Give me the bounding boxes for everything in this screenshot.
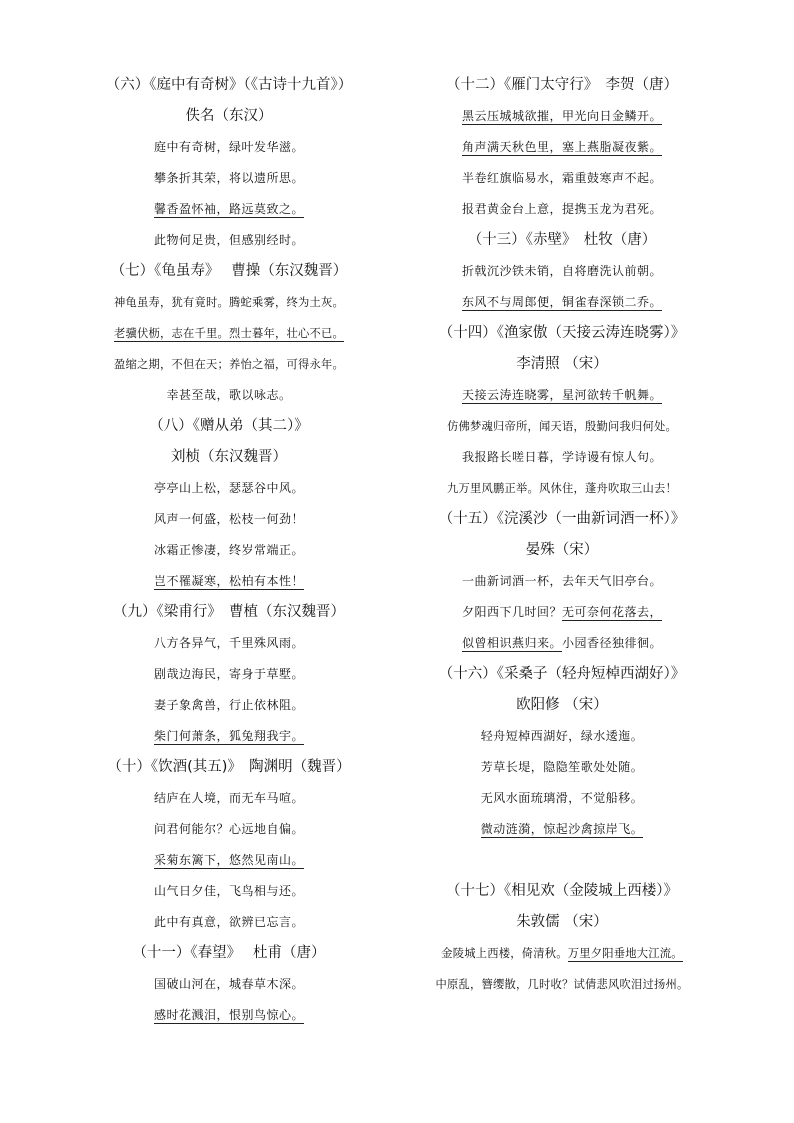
- poem-line: 无风水面琉璃滑，不觉船移。: [480, 791, 644, 805]
- poem-line: 冰霜正惨凄，终岁常端正。: [153, 543, 304, 557]
- poem-line: 结庐在人境，而无车马喧。: [153, 791, 304, 805]
- poem-line: 幸甚至哉，歌以咏志。: [166, 388, 292, 402]
- poem-line: [392, 287, 732, 318]
- poem-line: 妻子象禽兽，行止依林阻。: [153, 698, 304, 712]
- poem-author: 刘桢（东汉魏晋）: [171, 449, 287, 465]
- poem-title: （十五）《浣溪沙（一曲新词酒一杯）》: [438, 511, 686, 527]
- right-column: [392, 70, 732, 1000]
- poem-line: 神龟虽寿，犹有竟时。腾蛇乘雾，终为土灰。: [114, 296, 344, 309]
- underlined-line: 感时花溅泪，恨别鸟惊心。: [153, 1008, 304, 1022]
- poem-line: 九万里风鹏正举。风休住，蓬舟吹取三山去！: [447, 482, 677, 495]
- poem-line: 一曲新词酒一杯，去年天气旧亭台。: [461, 574, 662, 588]
- poem-line: [59, 318, 399, 349]
- poem-author: 晏殊（宋）: [525, 542, 599, 558]
- underlined-line: 天接云涛连晓雾，星河欲转千帆舞。: [461, 388, 662, 402]
- poem-line: 我报路长嗟日暮，学诗谩有惊人句。: [461, 450, 662, 464]
- poem-line: 庭中有奇树，绿叶发华滋。: [153, 140, 304, 154]
- poem-title: （十四）《渔家傲（天接云涛连晓雾）》: [438, 325, 686, 341]
- poem-line: 风声一何盛，松枝一何劲！: [153, 512, 304, 526]
- poem-line: 芳草长堤，隐隐笙歌处处随。: [480, 760, 644, 774]
- poem-author: 朱敦儒 （宋）: [516, 914, 608, 930]
- underlined-line: 黑云压城城欲摧，甲光向日金鳞开。: [461, 109, 662, 123]
- poem-line: 似曾相识燕归来。小园香径独徘徊。: [461, 636, 663, 650]
- underlined-line: 角声满天秋色里，塞上燕脂凝夜紫。: [461, 140, 662, 154]
- poem-line: 轻舟短棹西湖好，绿水逶迤。: [480, 729, 644, 743]
- underlined-line: 老骥伏枥，志在千里。烈士暮年，壮心不已。: [114, 327, 344, 340]
- poem-line: 国破山河在，城春草木深。: [153, 977, 304, 991]
- poem-line: 金陵城上西楼，倚清秋。万里夕阳垂地大江流。: [441, 947, 683, 960]
- poem-line: [59, 194, 399, 225]
- poem-title: （七）《龟虽寿》 曹操（东汉魏晋）: [110, 263, 348, 279]
- poem-line: 报君黄金台上意，提携玉龙为君死。: [461, 202, 662, 216]
- spacer: [392, 845, 732, 876]
- underlined-line: 东风不与周郎便，铜雀春深锁二乔。: [461, 295, 662, 309]
- poem-title: （十三）《赤壁》 杜牧（唐）: [467, 232, 657, 248]
- poem-line: [392, 814, 732, 845]
- poem-line: [59, 1000, 399, 1031]
- poem-title: （十七）《相见欢（金陵城上西楼）》: [446, 883, 678, 899]
- poem-line: [59, 566, 399, 597]
- poem-line: 亭亭山上松，瑟瑟谷中风。: [153, 481, 304, 495]
- poem-title: （九）《梁甫行》 曹植（东汉魏晋）: [113, 604, 345, 620]
- poem-line: 此物何足贵，但感别经时。: [153, 233, 304, 247]
- poem-line: [392, 380, 732, 411]
- poem-line: 山气日夕佳，飞鸟相与还。: [153, 884, 304, 898]
- underlined-line: 万里夕阳垂地大江流。: [567, 947, 683, 960]
- poem-title: （十）《饮酒(其五)》 陶渊明（魏晋）: [107, 759, 351, 775]
- poem-line: 盈缩之期，不但在天；养怡之福，可得永年。: [114, 358, 344, 371]
- underlined-line: 岂不罹凝寒，松柏有本性！: [153, 574, 304, 588]
- poem-line: 仿佛梦魂归帝所，闻天语，殷勤问我归何处。: [447, 420, 677, 433]
- poem-title: （十二）《雁门太守行》 李贺（唐）: [446, 77, 678, 93]
- poem-line: 问君何能尔？心远地自偏。: [153, 822, 304, 836]
- underlined-line: 馨香盈怀袖，路远莫致之。: [153, 202, 304, 216]
- poem-author: 欧阳修 （宋）: [516, 697, 608, 713]
- poem-line: [59, 721, 399, 752]
- underlined-line: 微动涟漪，惊起沙禽掠岸飞。: [480, 822, 644, 836]
- poem-line: 半卷红旗临易水，霜重鼓寒声不起。: [461, 171, 662, 185]
- poem-line: [392, 132, 732, 163]
- underlined-line: 似曾相识燕归来。: [461, 636, 562, 650]
- underlined-line: 无可奈何花落去，: [562, 605, 663, 619]
- left-column: [59, 70, 399, 1031]
- poem-title: （十一）《春望》 杜甫（唐）: [132, 945, 326, 961]
- poem-line: 此中有真意，欲辨已忘言。: [153, 915, 304, 929]
- poem-title: （八）《赠从弟（其二）》: [149, 418, 309, 434]
- poem-title: （十六）《采桑子（轻舟短棹西湖好）》: [438, 666, 686, 682]
- poem-line: 中原乱，簪缨散，几时收？试倩悲风吹泪过扬州。: [435, 978, 689, 991]
- poem-line: 攀条折其荣，将以遗所思。: [153, 171, 304, 185]
- poem-line: [392, 101, 732, 132]
- poem-line: [59, 845, 399, 876]
- poem-line: 八方各异气，千里殊风雨。: [153, 636, 304, 650]
- poem-author: 李清照 （宋）: [516, 356, 608, 372]
- poem-title: （六）《庭中有奇树》（《古诗十九首》）: [105, 77, 353, 93]
- underlined-line: 采菊东篱下，悠然见南山。: [153, 853, 304, 867]
- poem-line: 夕阳西下几时回？无可奈何花落去，: [461, 605, 663, 619]
- poem-line: 折戟沉沙铁未销，自将磨洗认前朝。: [461, 264, 662, 278]
- poem-author: 佚名（东汉）: [185, 108, 273, 124]
- underlined-line: 柴门何萧条，狐兔翔我宇。: [153, 729, 304, 743]
- poem-line: 剧哉边海民，寄身于草墅。: [153, 667, 304, 681]
